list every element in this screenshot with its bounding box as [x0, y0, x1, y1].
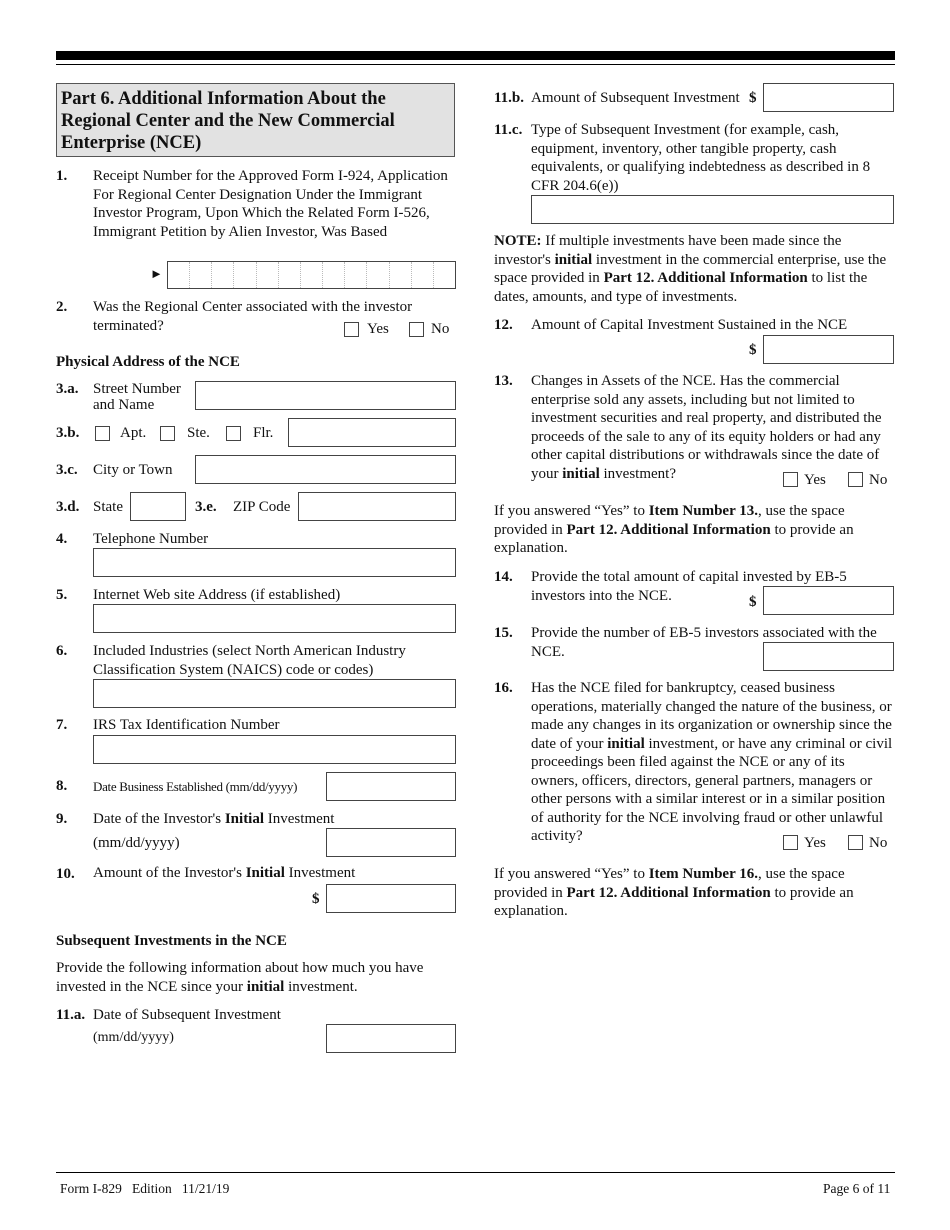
item-3d-number: 3.d.	[56, 499, 80, 515]
item-16-no-label: No	[869, 835, 888, 851]
item-16-followup: If you answered “Yes” to Item Number 16., use the space provided in Part 12. Additional Information to provide an explanation.	[494, 866, 854, 919]
item-2-yes-checkbox[interactable]	[344, 322, 359, 337]
ste-checkbox[interactable]	[160, 426, 175, 441]
item-11a-format: (mm/dd/yyyy)	[93, 1030, 174, 1045]
item-16-yes-label: Yes	[804, 835, 826, 851]
item-4-label: Telephone Number	[93, 531, 209, 547]
item-14-number: 14.	[494, 569, 513, 585]
item-12-number: 12.	[494, 317, 513, 333]
website-input[interactable]	[93, 604, 456, 633]
item-3a-label-line1: Street Number	[93, 381, 181, 397]
flr-label: Flr.	[253, 425, 274, 441]
receipt-number-input[interactable]	[167, 261, 456, 289]
item-13-label: Changes in Assets of the NCE. Has the commercial enterprise sold any assets, including but not limited to investment securities and real property, and distributed the proceeds of the sale to any of its equity holders or had any other capital distributions or withdrawals since the date of your initial investment?	[531, 373, 882, 482]
physical-address-heading: Physical Address of the NCE	[56, 354, 240, 370]
subsequent-investments-intro: Provide the following information about how much you have invested in the NCE since your initial investment.	[56, 960, 424, 995]
item-13-no-checkbox[interactable]	[848, 472, 863, 487]
ste-label: Ste.	[187, 425, 210, 441]
item-10-label: Amount of the Investor's Initial Investment	[93, 865, 356, 881]
item-13-number: 13.	[494, 373, 513, 389]
subsequent-investment-date-input[interactable]	[326, 1024, 456, 1053]
part-title: Part 6. Additional Information About the Regional Center and the New Commercial Enterprise (NCE)	[56, 83, 455, 157]
item-13-no-label: No	[869, 472, 888, 488]
item-13-yes-checkbox[interactable]	[783, 472, 798, 487]
item-2-no-checkbox[interactable]	[409, 322, 424, 337]
item-3a-number: 3.a.	[56, 381, 79, 397]
item-5-number: 5.	[56, 587, 68, 603]
item-9-format: (mm/dd/yyyy)	[93, 835, 180, 851]
capital-sustained-input[interactable]	[763, 335, 894, 364]
top-rule-thin	[56, 64, 895, 65]
item-2-label: Was the Regional Center associated with the investor terminated?	[93, 299, 413, 334]
eb5-investor-count-input[interactable]	[763, 642, 894, 671]
item-15-label: Provide the number of EB-5 investors associated with the NCE.	[531, 625, 877, 660]
city-input[interactable]	[195, 455, 456, 484]
item-13-yes-label: Yes	[804, 472, 826, 488]
item-11a-number: 11.a.	[56, 1007, 86, 1023]
initial-investment-date-input[interactable]	[326, 828, 456, 857]
item-10-dollar: $	[312, 891, 320, 907]
item-1-label: Receipt Number for the Approved Form I-924, Application For Regional Center Designation Under the Immigrant Investor Program, Upon Which the Related Form I-526, Immigrant Petition by Alien Investor, Was Based	[93, 168, 448, 240]
item-7-label: IRS Tax Identification Number	[93, 717, 280, 733]
item-7-number: 7.	[56, 717, 68, 733]
item-16-number: 16.	[494, 680, 513, 696]
item-14-label: Provide the total amount of capital invested by EB-5 investors into the NCE.	[531, 569, 847, 604]
item-4-number: 4.	[56, 531, 68, 547]
subsequent-investment-amount-input[interactable]	[763, 83, 894, 112]
item-3a-label-line2: and Name	[93, 397, 155, 413]
item-3d-label: State	[93, 499, 123, 515]
item-6-number: 6.	[56, 643, 68, 659]
irs-tax-id-input[interactable]	[93, 735, 456, 764]
item-3e-number: 3.e.	[195, 499, 217, 515]
state-input[interactable]	[130, 492, 186, 521]
date-established-input[interactable]	[326, 772, 456, 801]
page-number: Page 6 of 11	[823, 1181, 891, 1196]
subsequent-investments-heading: Subsequent Investments in the NCE	[56, 933, 287, 949]
item-2-number: 2.	[56, 299, 68, 315]
item-11b-number: 11.b.	[494, 90, 525, 106]
item-12-label: Amount of Capital Investment Sustained in the NCE	[531, 317, 848, 333]
item-12-dollar: $	[749, 342, 757, 358]
item-3c-label: City or Town	[93, 462, 173, 478]
item-9-label: Date of the Investor's Initial Investment	[93, 811, 335, 827]
apt-label: Apt.	[120, 425, 147, 441]
item-11c-label: Type of Subsequent Investment (for example, cash, equipment, inventory, other tangible property, cash equivalents, or qualifying indebtedness as described in 8 CFR 204.6(e))	[531, 122, 871, 194]
item-16-no-checkbox[interactable]	[848, 835, 863, 850]
item-11b-label: Amount of Subsequent Investment	[531, 90, 740, 106]
item-1-number: 1.	[56, 168, 68, 184]
item-3e-label: ZIP Code	[233, 499, 291, 515]
form-edition: Form I-829 Edition 11/21/19	[60, 1181, 230, 1196]
eb5-capital-input[interactable]	[763, 586, 894, 615]
item-5-label: Internet Web site Address (if established)	[93, 587, 341, 603]
item-8-number: 8.	[56, 778, 68, 794]
item-16-label: Has the NCE filed for bankruptcy, ceased business operations, materially changed the nature of the business, or made any changes in its organization or ownership since the date of your initial investment, or have any criminal or civil proceedings been filed against the NCE or any of its owners, officers, directors, general partners, managers or other persons with a similar interest or in a similar position of authority for the NCE involving fraud or other unlawful activity?	[531, 680, 893, 844]
item-16-yes-checkbox[interactable]	[783, 835, 798, 850]
item-6-label: Included Industries (select North American Industry Classification System (NAICS) code or codes)	[93, 643, 406, 678]
telephone-input[interactable]	[93, 548, 456, 577]
item-11c-number: 11.c.	[494, 122, 523, 138]
item-3c-number: 3.c.	[56, 462, 78, 478]
item-2-no-label: No	[431, 321, 450, 337]
street-input[interactable]	[195, 381, 456, 410]
item-8-label: Date Business Established (mm/dd/yyyy)	[93, 779, 298, 794]
item-15-number: 15.	[494, 625, 513, 641]
item-10-number: 10.	[56, 866, 75, 882]
item-3b-number: 3.b.	[56, 425, 80, 441]
note-paragraph: NOTE: If multiple investments have been made since the investor's initial investment in the commercial enterprise, use the space provided in Part 12. Additional Information to list the dates, amounts, and type of investments.	[494, 233, 887, 305]
arrow-icon: ►	[150, 266, 163, 281]
top-rule-thick	[56, 51, 895, 60]
apt-checkbox[interactable]	[95, 426, 110, 441]
item-11b-dollar: $	[749, 90, 757, 106]
item-11a-label: Date of Subsequent Investment	[93, 1007, 281, 1023]
zip-code-input[interactable]	[298, 492, 456, 521]
unit-number-input[interactable]	[288, 418, 456, 447]
naics-input[interactable]	[93, 679, 456, 708]
item-9-number: 9.	[56, 811, 68, 827]
initial-investment-amount-input[interactable]	[326, 884, 456, 913]
flr-checkbox[interactable]	[226, 426, 241, 441]
item-2-yes-label: Yes	[367, 321, 389, 337]
subsequent-investment-type-input[interactable]	[531, 195, 894, 224]
item-14-dollar: $	[749, 594, 757, 610]
footer-rule	[56, 1172, 895, 1173]
item-13-followup: If you answered “Yes” to Item Number 13., use the space provided in Part 12. Additional Information to provide an explanation.	[494, 503, 854, 556]
